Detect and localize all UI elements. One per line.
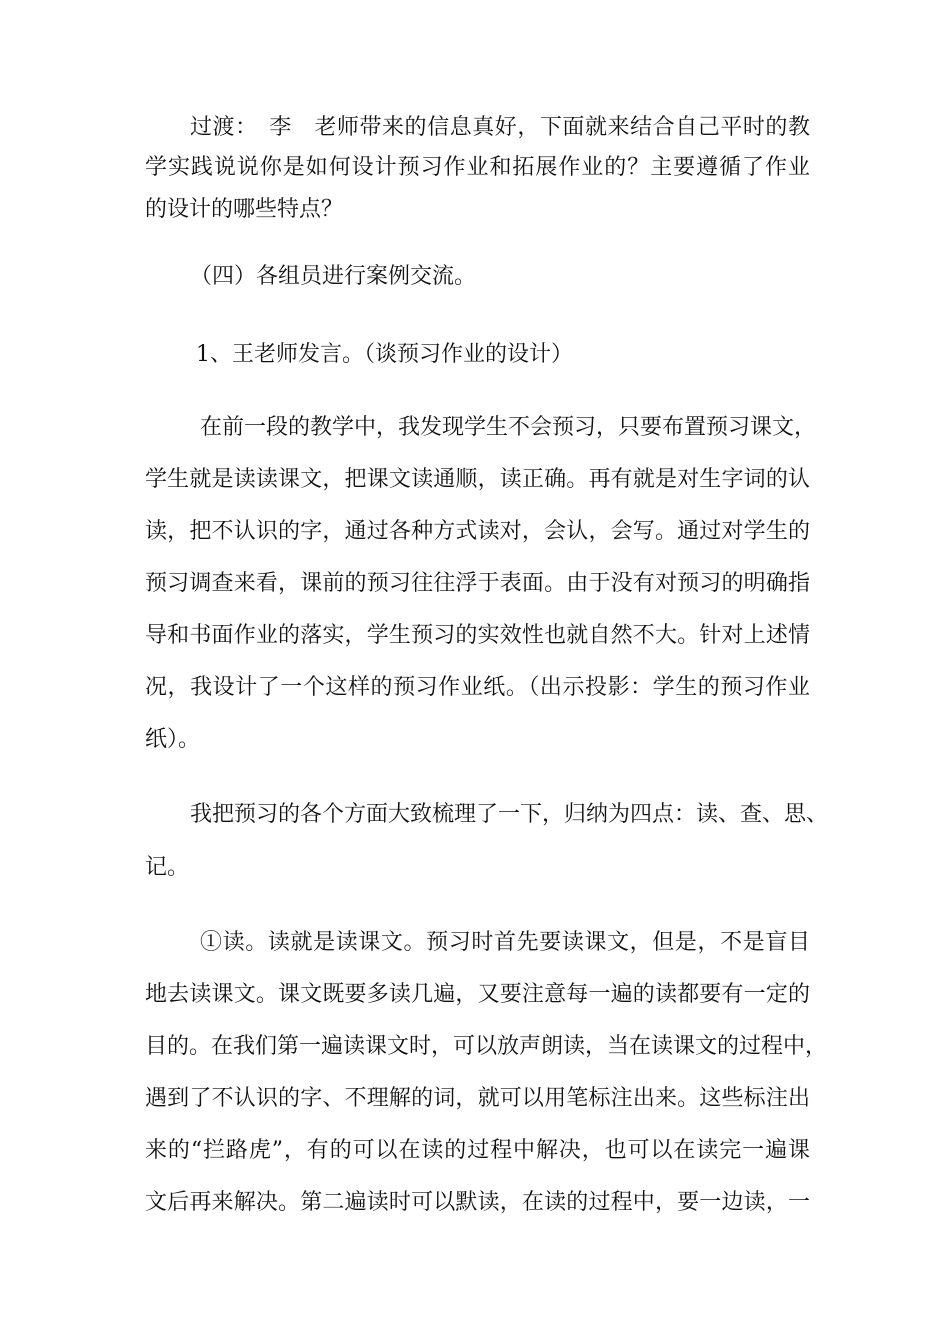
body-paragraph-3-line [0,977,950,1013]
body-paragraph-2-line [0,850,950,886]
body-paragraph-1-line [0,566,950,602]
text-line: 遇到了不认识的字、不理解的词，就可以用笔标注出来。这些标注出 [145,1086,810,1111]
text-line: 文后再来解决。第二遍读时可以默读，在读的过程中，要一边读，一 [145,1190,810,1215]
text-line: 的设计的哪些特点？ [145,197,344,222]
text-line: 预习调查来看，课前的预习往往浮于表面。由于没有对预习的明确指 [145,571,810,596]
body-paragraph-2-line [0,797,950,833]
speaker-heading [0,337,950,373]
text-line: 学生就是读读课文，把课文读通顺，读正确。再有就是对生字词的认 [145,467,810,492]
body-paragraph-3-line [0,1081,950,1117]
body-paragraph-1-line [0,462,950,498]
body-paragraph-1-line [0,722,950,758]
paragraph-transition-line [0,150,950,186]
text-line: 况，我设计了一个这样的预习作业纸。（出示投影：学生的预习作业 [145,675,810,700]
text-line: 我把预习的各个方面大致梳理了一下，归纳为四点：读、查、思、 [190,802,829,827]
text-line: 记。 [145,855,190,880]
text-line: 在前一段的教学中，我发现学生不会预习，只要布置预习课文， [200,415,817,440]
section-heading [0,259,950,295]
text-line: 导和书面作业的落实，学生预习的实效性也就自然不大。针对上述情 [145,623,810,648]
text-line: 地去读课文。课文既要多读几遍，又要注意每一遍的读都要有一定的 [145,982,810,1007]
text-line: 目的。在我们第一遍读课文时，可以放声朗读，当在读课文的过程中， [145,1034,828,1059]
text-line: 读，把不认识的字，通过各种方式读对，会认，会写。通过对学生的 [145,519,810,544]
body-paragraph-3-line [0,925,950,961]
body-paragraph-3-line [0,1029,950,1065]
paragraph-transition-line [0,110,950,146]
text-line: 纸）。 [145,727,201,752]
body-paragraph-3-line [0,1133,950,1169]
body-paragraph-1-line [0,410,950,446]
paragraph-transition-line [0,192,950,228]
text-line: 来的“拦路虎”，有的可以在读的过程中解决，也可以在读完一遍课 [145,1138,810,1163]
text-line: （四）各组员进行案例交流。 [190,264,477,289]
text-line: ①读。读就是读课文。预习时首先要读课文，但是，不是盲目 [200,930,810,955]
text-line: 学实践说说你是如何设计预习作业和拓展作业的？主要遵循了作业 [145,155,810,180]
body-paragraph-1-line [0,514,950,550]
text-line: 过渡： 李 老师带来的信息真好，下面就来结合自己平时的教 [190,115,810,140]
text-line: 1、王老师发言。（谈预习作业的设计） [196,342,573,367]
body-paragraph-1-line [0,618,950,654]
body-paragraph-1-line [0,670,950,706]
body-paragraph-3-line [0,1185,950,1221]
